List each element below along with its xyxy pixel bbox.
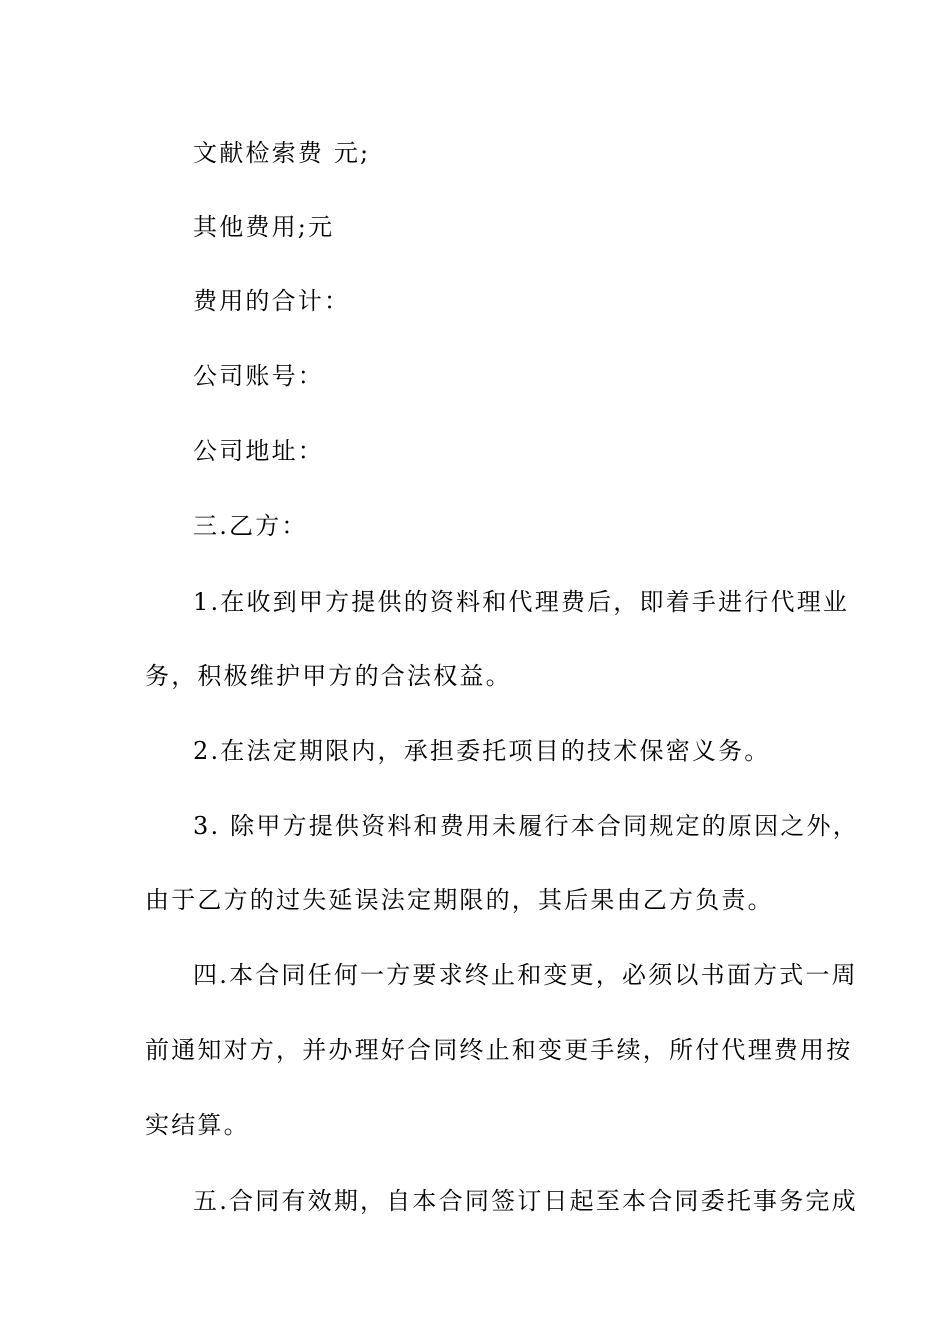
clause-1-line-2: 务，积极维护甲方的合法权益。 [145,662,512,690]
clause-2-line: 2.在法定期限内，承担委托项目的技术保密义务。 [193,737,771,765]
fee-total-line: 费用的合计： [193,287,351,315]
section-four-line-2: 前通知对方，并办理好合同终止和变更手续，所付代理费用按 [145,1036,853,1064]
section-four-line-1: 四.本合同任何一方要求终止和变更，必须以书面方式一周 [193,961,858,989]
section-four-line-3: 实结算。 [145,1111,250,1139]
clause-3-line-2: 由于乙方的过失延误法定期限的，其后果由乙方负责。 [145,886,774,914]
company-address-line: 公司地址： [193,437,324,465]
fee-literature-search-line: 文献检索费 元; [193,139,371,167]
section-five-line-1: 五.合同有效期，自本合同签订日起至本合同委托事务完成 [193,1187,858,1215]
fee-other-line: 其他费用;元 [193,213,335,241]
clause-1-line-1: 1.在收到甲方提供的资料和代理费后，即着手进行代理业 [193,588,850,616]
company-account-line: 公司账号： [193,362,324,390]
clause-3-line-1: 3. 除甲方提供资料和费用未履行本合同规定的原因之外， [193,812,859,840]
section-three-heading: 三.乙方： [193,512,308,540]
